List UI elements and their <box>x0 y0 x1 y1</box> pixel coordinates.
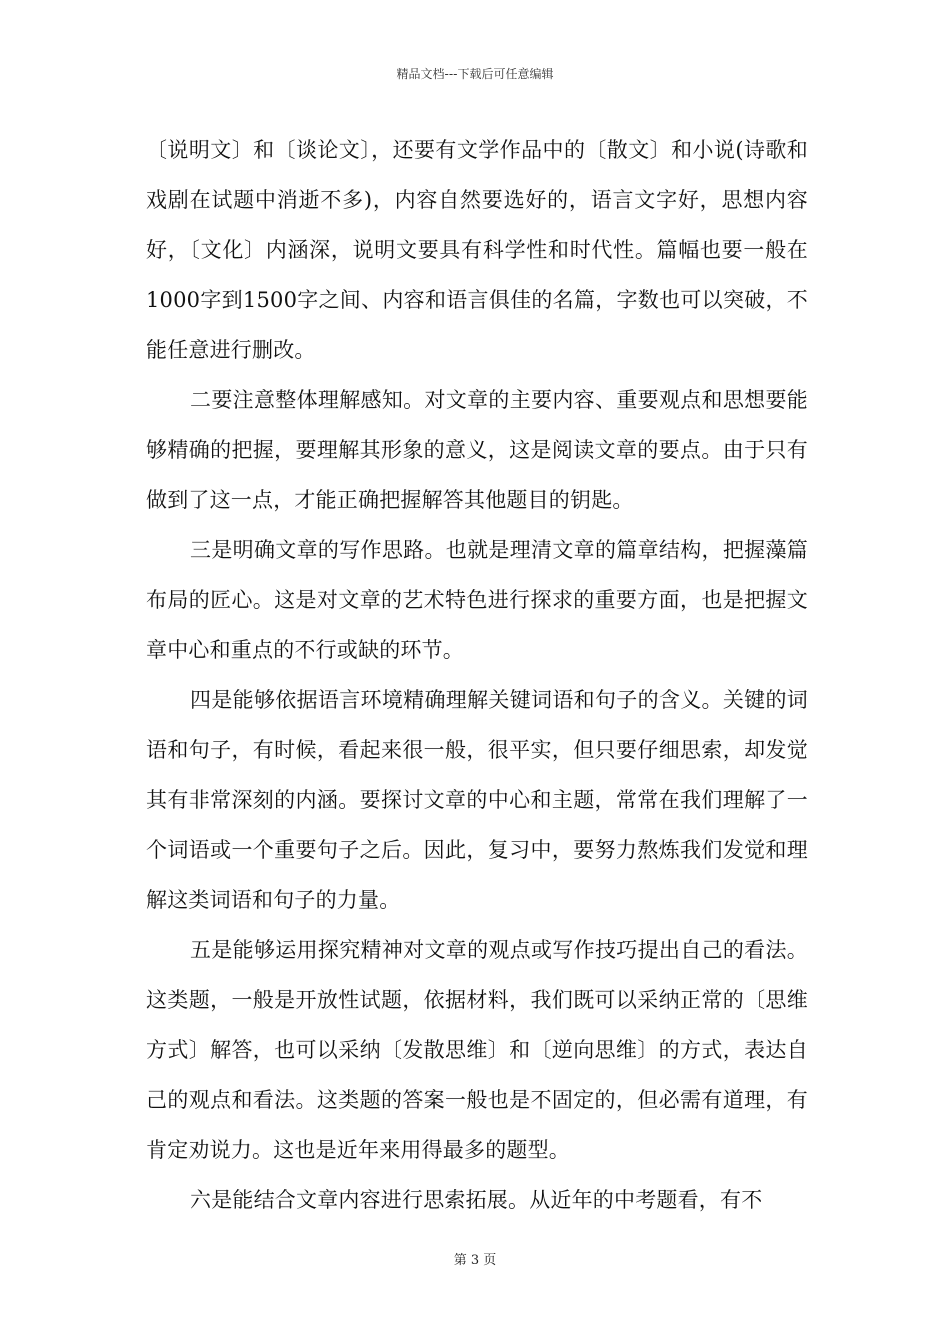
paragraph-2: 二要注意整体理解感知。对文章的主要内容、重要观点和思想要能够精确的把握，要理解其形象的意义，这是阅读文章的要点。由于只有做到了这一点，才能正确把握解答其他题目的钥匙。 <box>146 388 808 512</box>
paragraph-4: 四是能够依据语言环境精确理解关键词语和句子的含义。关键的词语和句子，有时候，看起来很一般，很平实，但只要仔细思索，却发觉其有非常深刻的内涵。要探讨文章的中心和主题，常常在我们理解了一个词语或一个重要句子之后。因此，复习中，要努力熬炼我们发觉和理解这类词语和句子的力量。 <box>146 688 808 912</box>
paragraph-5: 五是能够运用探究精神对文章的观点或写作技巧提出自己的看法。这类题，一般是开放性试题，依据材料，我们既可以采纳正常的〔思维方式〕解答，也可以采纳〔发散思维〕和〔逆向思维〕的方式，表达自己的观点和看法。这类题的答案一般也是不固定的，但必需有道理，有肯定劝说力。这也是近年来用得最多的题型。 <box>146 938 808 1162</box>
page-number: 第 3 页 <box>453 1253 497 1268</box>
page-header: 精品文档---下载后可任意编辑 <box>396 67 554 81</box>
paragraph-1: 〔说明文〕和〔谈论文〕，还要有文学作品中的〔散文〕和小说(诗歌和戏剧在试题中消逝不多)，内容自然要选好的，语言文字好，思想内容好，〔文化〕内涵深，说明文要具有科学性和时代性。篇幅也要一般在1000字到1500字之间、内容和语言俱佳的名篇，字数也可以突破，不能任意进行删改。 <box>146 138 808 362</box>
document-body <box>146 125 808 1225</box>
paragraph-3: 三是明确文章的写作思路。也就是理清文章的篇章结构，把握藻篇布局的匠心。这是对文章的艺术特色进行探求的重要方面，也是把握文章中心和重点的不行或缺的环节。 <box>146 538 808 662</box>
paragraph-6: 六是能结合文章内容进行思索拓展。从近年的中考题看，有不 <box>190 1188 763 1212</box>
